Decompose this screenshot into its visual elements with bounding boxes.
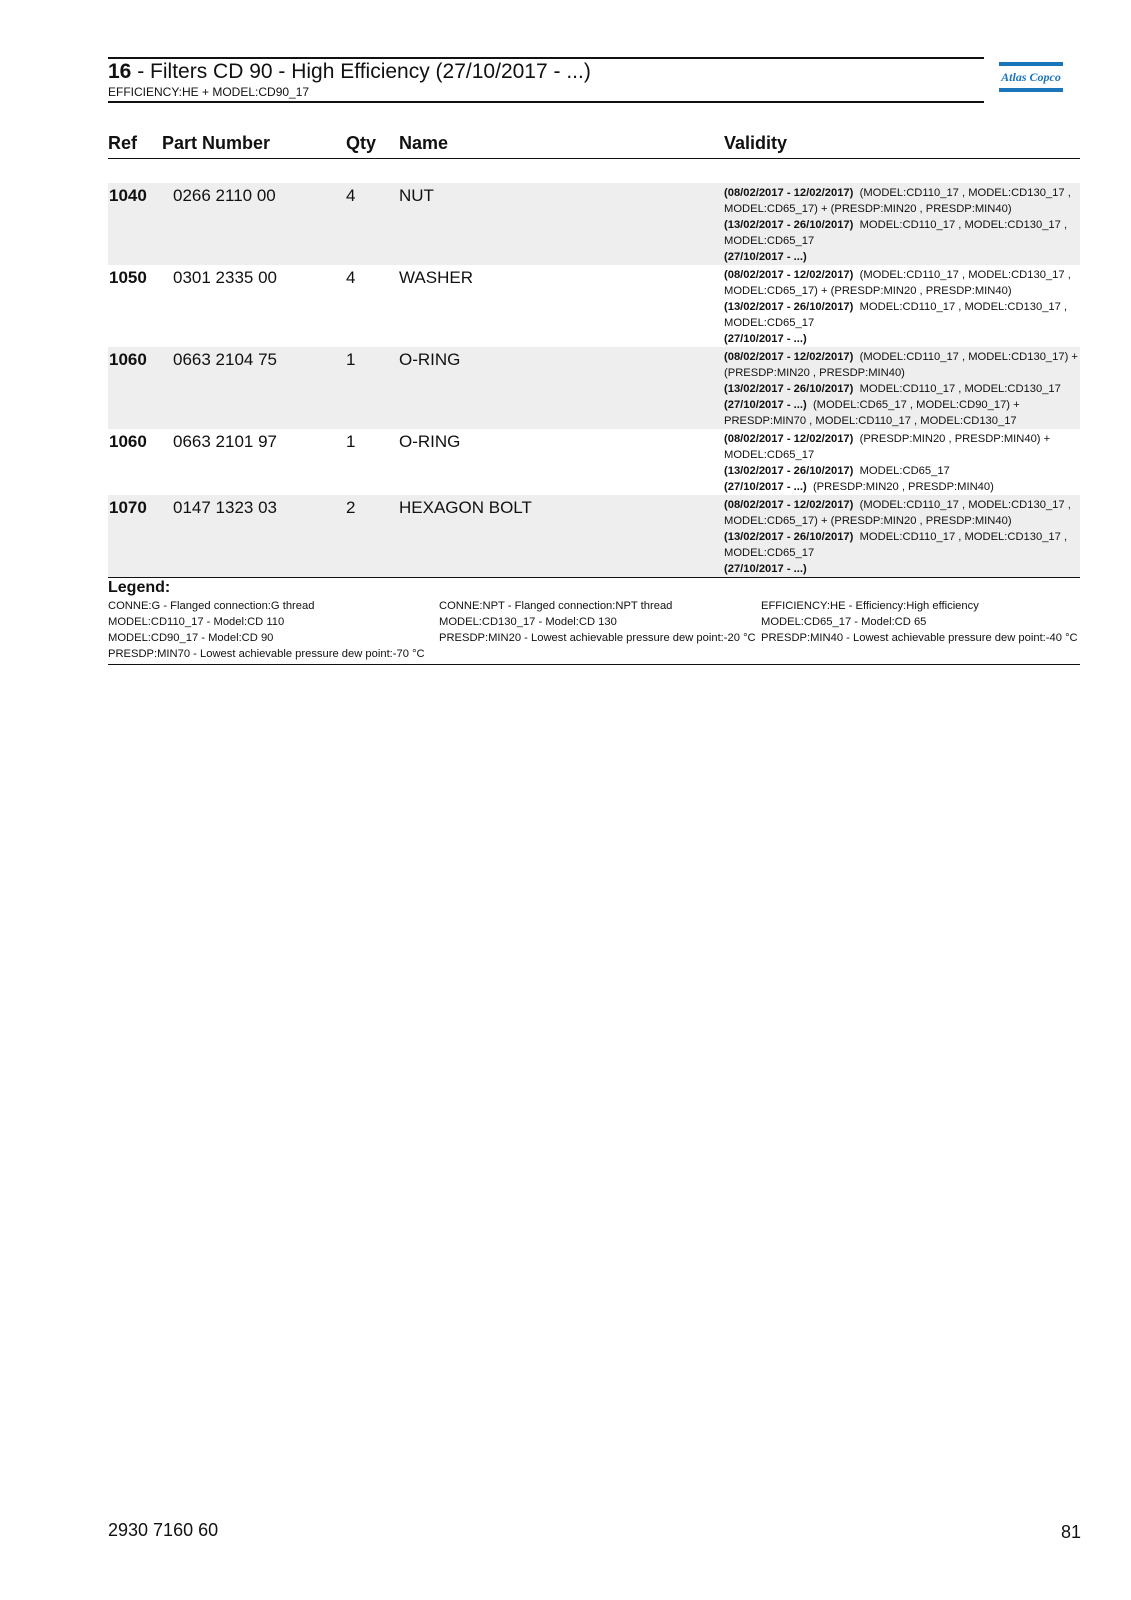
part-number-cell: 0301 2335 00 [173, 268, 277, 287]
validity-date-range: (27/10/2017 - ...) [724, 481, 807, 493]
validity-line [724, 267, 1080, 283]
column-header-qty: Qty [346, 133, 377, 153]
legend-column [439, 598, 756, 646]
logo-bottom-bar [999, 88, 1063, 92]
validity-condition: MODEL:CD65_17 [724, 317, 815, 329]
column-header-name: Name [399, 133, 449, 153]
parts-table [108, 130, 1080, 578]
validity-line [724, 283, 1080, 299]
validity-date-range: (08/02/2017 - 12/02/2017) [724, 433, 854, 445]
validity-date-range: (27/10/2017 - ...) [724, 563, 807, 575]
validity-condition: MODEL:CD65_17 [724, 449, 815, 461]
validity-line [724, 447, 1080, 463]
legend [108, 578, 1080, 665]
validity-date-range: (13/02/2017 - 26/10/2017) [724, 219, 854, 231]
header-bottom-rule [108, 101, 984, 103]
legend-entry: PRESDP:MIN20 - Lowest achievable pressure dew point:-20 °C [439, 632, 756, 644]
ref-cell: 1040 [109, 186, 147, 205]
validity-date-range: (13/02/2017 - 26/10/2017) [724, 531, 854, 543]
validity-condition: (MODEL:CD110_17 , MODEL:CD130_17 , [859, 269, 1071, 281]
section-title: - Filters CD 90 - High Efficiency (27/10/2017 - ...) [137, 60, 591, 83]
legend-entry: EFFICIENCY:HE - Efficiency:High efficiency [761, 600, 979, 612]
ref-cell: 1050 [109, 268, 147, 287]
validity-date-range: (27/10/2017 - ...) [724, 251, 807, 263]
page-header [108, 57, 984, 103]
validity-condition: MODEL:CD110_17 , MODEL:CD130_17 , [859, 531, 1068, 543]
validity-line [724, 463, 1080, 479]
qty-cell: 1 [346, 350, 356, 369]
legend-entry: PRESDP:MIN70 - Lowest achievable pressure dew point:-70 °C [108, 648, 425, 660]
validity-line [724, 331, 1080, 347]
validity-condition: MODEL:CD65_17 [859, 465, 950, 477]
legend-column [108, 598, 425, 662]
validity-condition: MODEL:CD65_17) + (PRESDP:MIN20 , PRESDP:MIN40) [724, 203, 1012, 215]
part-number-cell: 0663 2104 75 [173, 350, 277, 369]
qty-cell: 4 [346, 268, 356, 287]
validity-condition: (PRESDP:MIN20 , PRESDP:MIN40) [812, 481, 994, 493]
validity-line [724, 529, 1080, 545]
page-subtitle: EFFICIENCY:HE + MODEL:CD90_17 [108, 85, 310, 99]
validity-condition: (MODEL:CD65_17 , MODEL:CD90_17) + [812, 399, 1020, 411]
ref-cell: 1060 [109, 432, 147, 451]
column-header-validity: Validity [724, 133, 788, 153]
validity-condition: (MODEL:CD110_17 , MODEL:CD130_17) + [859, 351, 1078, 363]
validity-condition: MODEL:CD65_17) + (PRESDP:MIN20 , PRESDP:MIN40) [724, 515, 1012, 527]
validity-line [724, 479, 1080, 495]
name-cell: WASHER [399, 268, 473, 287]
legend-entry: CONNE:G - Flanged connection:G thread [108, 600, 315, 612]
validity-line [724, 513, 1080, 529]
ref-cell: 1060 [109, 350, 147, 369]
validity-line [724, 381, 1080, 397]
validity-condition: PRESDP:MIN70 , MODEL:CD110_17 , MODEL:CD130_17 [724, 415, 1017, 427]
legend-entry: PRESDP:MIN40 - Lowest achievable pressure dew point:-40 °C [761, 632, 1078, 644]
logo-top-bar [999, 62, 1063, 66]
ref-cell: 1070 [109, 498, 147, 517]
table-row [108, 495, 1080, 577]
validity-date-range: (27/10/2017 - ...) [724, 333, 807, 345]
document-number: 2930 7160 60 [108, 1520, 219, 1540]
qty-cell: 2 [346, 498, 356, 517]
name-cell: NUT [399, 186, 434, 205]
validity-condition: MODEL:CD65_17 [724, 547, 815, 559]
table-row [108, 265, 1080, 347]
validity-condition: (MODEL:CD110_17 , MODEL:CD130_17 , [859, 187, 1071, 199]
table-header [108, 130, 1080, 159]
validity-line [724, 217, 1080, 233]
validity-date-range: (13/02/2017 - 26/10/2017) [724, 465, 854, 477]
validity-condition: MODEL:CD65_17) + (PRESDP:MIN20 , PRESDP:MIN40) [724, 285, 1012, 297]
name-cell: HEXAGON BOLT [399, 498, 532, 517]
validity-condition: MODEL:CD110_17 , MODEL:CD130_17 , [859, 219, 1068, 231]
legend-column [761, 598, 1078, 646]
table-row [108, 183, 1080, 265]
validity-date-range: (13/02/2017 - 26/10/2017) [724, 383, 854, 395]
validity-line [724, 349, 1080, 365]
validity-cell [724, 495, 1080, 577]
validity-line [724, 561, 1080, 577]
qty-cell: 4 [346, 186, 356, 205]
validity-date-range: (08/02/2017 - 12/02/2017) [724, 269, 854, 281]
validity-line [724, 413, 1080, 429]
validity-line [724, 315, 1080, 331]
validity-date-range: (13/02/2017 - 26/10/2017) [724, 301, 854, 313]
header-top-rule [108, 57, 984, 59]
page-title [108, 60, 984, 84]
part-number-cell: 0147 1323 03 [173, 498, 277, 517]
validity-condition: (PRESDP:MIN20 , PRESDP:MIN40) + [859, 433, 1051, 445]
legend-title: Legend: [108, 579, 171, 596]
validity-cell [724, 183, 1080, 265]
page-number: 81 [1061, 1522, 1082, 1542]
section-number: 16 [108, 60, 132, 83]
validity-line [724, 397, 1080, 413]
validity-line [724, 365, 1080, 381]
legend-entry: MODEL:CD110_17 - Model:CD 110 [108, 616, 285, 628]
qty-cell: 1 [346, 432, 356, 451]
validity-line [724, 545, 1080, 561]
validity-cell [724, 347, 1080, 429]
name-cell: O-RING [399, 432, 461, 451]
legend-entry: MODEL:CD90_17 - Model:CD 90 [108, 632, 274, 644]
column-header-part-number: Part Number [162, 133, 271, 153]
legend-entry: MODEL:CD65_17 - Model:CD 65 [761, 616, 927, 628]
validity-condition: MODEL:CD65_17 [724, 235, 815, 247]
validity-line [724, 249, 1080, 265]
validity-line [724, 497, 1080, 513]
validity-condition: (PRESDP:MIN20 , PRESDP:MIN40) [724, 367, 905, 379]
validity-date-range: (08/02/2017 - 12/02/2017) [724, 187, 854, 199]
validity-line [724, 431, 1080, 447]
validity-date-range: (27/10/2017 - ...) [724, 399, 807, 411]
legend-entries [108, 598, 1080, 662]
legend-entry: MODEL:CD130_17 - Model:CD 130 [439, 616, 617, 628]
validity-condition: MODEL:CD110_17 , MODEL:CD130_17 , [859, 301, 1068, 313]
part-number-cell: 0663 2101 97 [173, 432, 277, 451]
part-number-cell: 0266 2110 00 [173, 186, 276, 205]
validity-line [724, 299, 1080, 315]
name-cell: O-RING [399, 350, 461, 369]
logo-text: Atlas Copco [1001, 70, 1061, 84]
validity-condition: (MODEL:CD110_17 , MODEL:CD130_17 , [859, 499, 1071, 511]
validity-line [724, 185, 1080, 201]
validity-line [724, 233, 1080, 249]
validity-date-range: (08/02/2017 - 12/02/2017) [724, 351, 854, 363]
table-row [108, 429, 1080, 495]
column-header-ref: Ref [108, 133, 138, 153]
validity-date-range: (08/02/2017 - 12/02/2017) [724, 499, 854, 511]
table-row [108, 347, 1080, 429]
legend-entry: CONNE:NPT - Flanged connection:NPT thread [439, 600, 673, 612]
validity-cell [724, 265, 1080, 347]
validity-line [724, 201, 1080, 217]
atlas-copco-logo [999, 62, 1063, 94]
validity-cell [724, 429, 1080, 495]
table-body [108, 183, 1080, 578]
validity-condition: MODEL:CD110_17 , MODEL:CD130_17 [859, 383, 1061, 395]
